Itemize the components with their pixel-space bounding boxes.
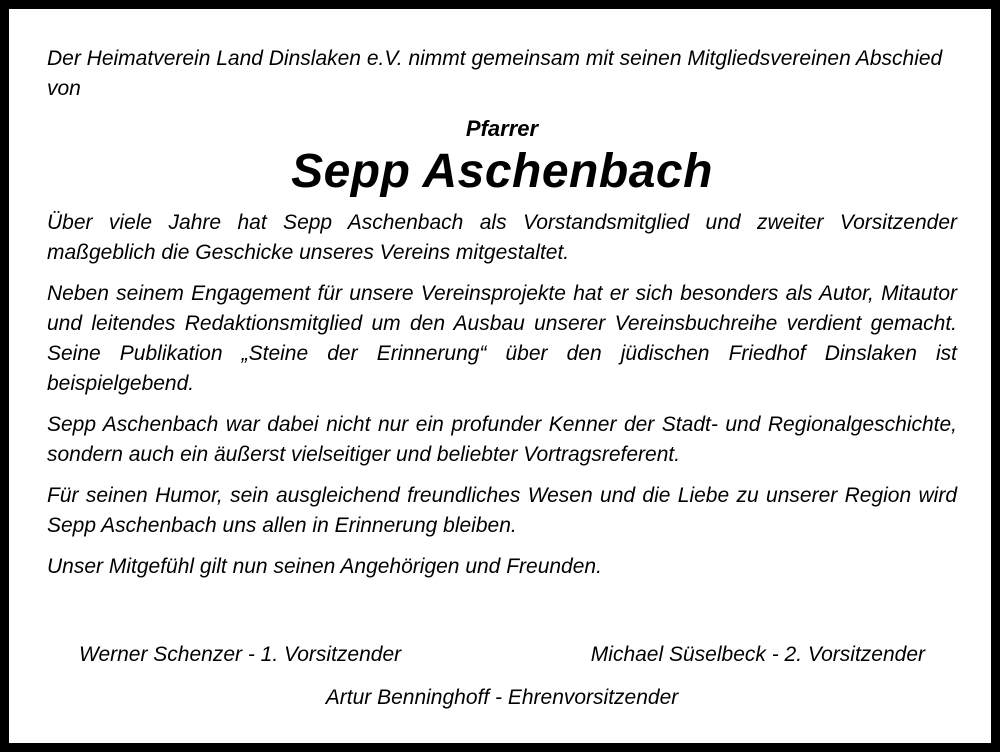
paragraph-2: Neben seinem Engagement für unsere Vereinsprojekte hat er sich besonders als Autor, Mitautor und leitendes Redaktionsmitglied um den Ausbau unserer Vereinsbuchreihe verdient gemacht. Seine Publikation „Steine der Erinnerung“ über den jüdischen Friedhof Dinslaken ist beispielgebend. <box>47 282 957 395</box>
signature-block <box>47 640 957 713</box>
signature-first-chair: Werner Schenzer - 1. Vorsitzender <box>79 643 402 666</box>
paragraph-3: Sepp Aschenbach war dabei nicht nur ein profunder Kenner der Stadt- und Regionalgeschichte, sondern auch ein äußerst vielseitiger und beliebter Vortragsreferent. <box>47 413 957 466</box>
title-prefix: Pfarrer <box>465 116 539 141</box>
paragraph-1: Über viele Jahre hat Sepp Aschenbach als Vorstandsmitglied und zweiter Vorsitzender maßgeblich die Geschicke unseres Vereins mitgestaltet. <box>47 211 957 264</box>
signature-row <box>47 640 957 670</box>
paragraph-4: Für seinen Humor, sein ausgleichend freundliches Wesen und die Liebe zu unserer Region wird Sepp Aschenbach uns allen in Erinnerung bleiben. <box>47 484 957 537</box>
intro-text: Der Heimatverein Land Dinslaken e.V. nimmt gemeinsam mit seinen Mitgliedsvereinen Abschied von <box>47 47 943 100</box>
paragraph-5: Unser Mitgefühl gilt nun seinen Angehörigen und Freunden. <box>47 555 602 578</box>
signature-honorary-chair: Artur Benninghoff - Ehrenvorsitzender <box>325 686 679 709</box>
signature-second-chair: Michael Süselbeck - 2. Vorsitzender <box>590 643 925 666</box>
obituary-body <box>47 44 957 582</box>
deceased-name: Sepp Aschenbach <box>291 145 713 198</box>
